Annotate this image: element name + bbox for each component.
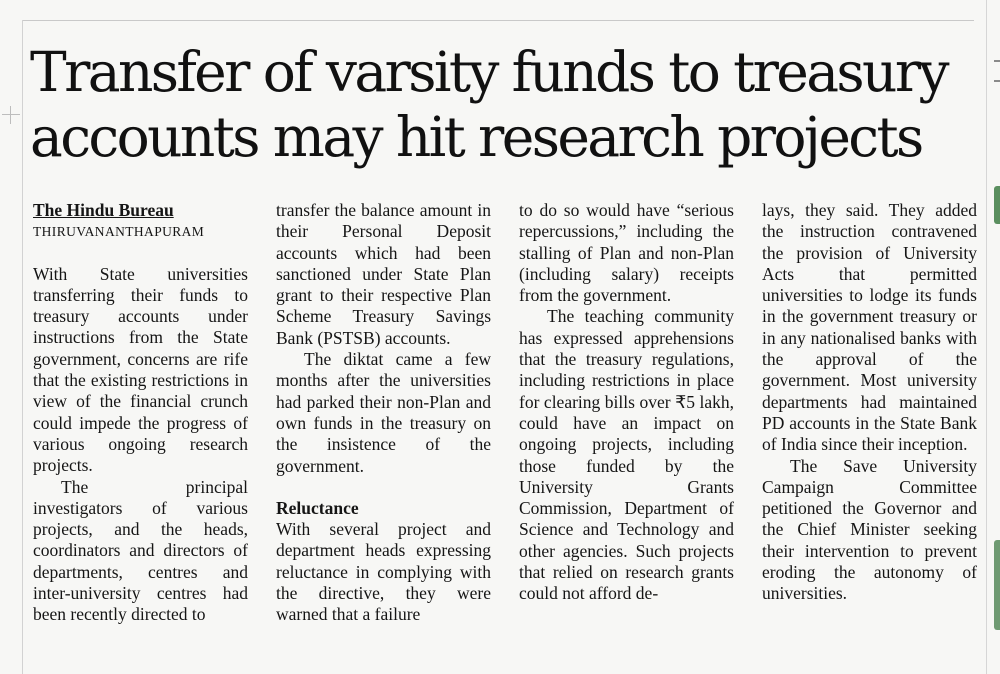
paragraph: transfer the balance amount in their Personal Deposit accounts which had been sanctioned under State Plan grant to their respective Plan Scheme Treasury Savings Bank (PSTSB) accounts. — [276, 200, 491, 348]
headline-line: accounts may hit research projects — [30, 105, 922, 169]
left-rule — [22, 20, 23, 674]
right-rule — [986, 0, 987, 674]
edge-color-tab — [994, 186, 1000, 224]
paragraph: With several project and department heads expressing reluctance in complying with the directive, they were warned that a failure — [276, 519, 491, 625]
edge-mark — [994, 80, 1000, 82]
dateline: THIRUVANANTHAPURAM — [33, 224, 205, 240]
article-column-1 — [33, 200, 248, 626]
paragraph: lays, they said. They added the instruction contravened the provision of University Acts that permitted universities to lodge its funds in the government treasury or in any nationalised banks with the approval of the government. Most university departments had maintained PD accounts in the State Bank of India since their inception. — [762, 200, 977, 455]
article-column-4 — [762, 200, 977, 605]
headline-line: Transfer of varsity funds to treasury — [30, 40, 948, 104]
subhead: Reluctance — [276, 497, 359, 518]
edge-color-tab — [994, 540, 1000, 630]
paragraph: to do so would have “serious repercussions,” including the stalling of Plan and non-Plan (including salary) receipts from the government. — [519, 200, 734, 306]
edge-mark — [994, 60, 1000, 62]
paragraph: The diktat came a few months after the universities had parked their non-Plan and own funds in the treasury on the insistence of the government. — [276, 349, 491, 476]
headline — [30, 40, 970, 170]
crop-mark-icon — [2, 106, 20, 124]
paragraph: With State universities transferring their funds to treasury accounts under instructions from the State government, concerns are rife that the existing restrictions in view of the financial crunch could impede the progress of various ongoing research projects. — [33, 263, 248, 476]
article-column-3 — [519, 200, 734, 605]
byline: The Hindu Bureau — [33, 200, 174, 220]
article-column-2 — [276, 200, 491, 626]
paragraph: The Save University Campaign Committee petitioned the Governor and the Chief Minister seeking their intervention to prevent eroding the autonomy of universities. — [762, 455, 977, 604]
paragraph: The principal investigators of various projects, and the heads, coordinators and directors of departments, centres and inter-university centres had been recently directed to — [33, 476, 248, 625]
paragraph: The teaching community has expressed apprehensions that the treasury regulations, including restrictions in place for clearing bills over ₹5 lakh, could have an impact on ongoing projects, including those funded by the University Grants Commission, Department of Science and Technology and other agencies. Such projects that relied on research grants could not afford de- — [519, 306, 734, 604]
top-rule — [22, 20, 974, 21]
